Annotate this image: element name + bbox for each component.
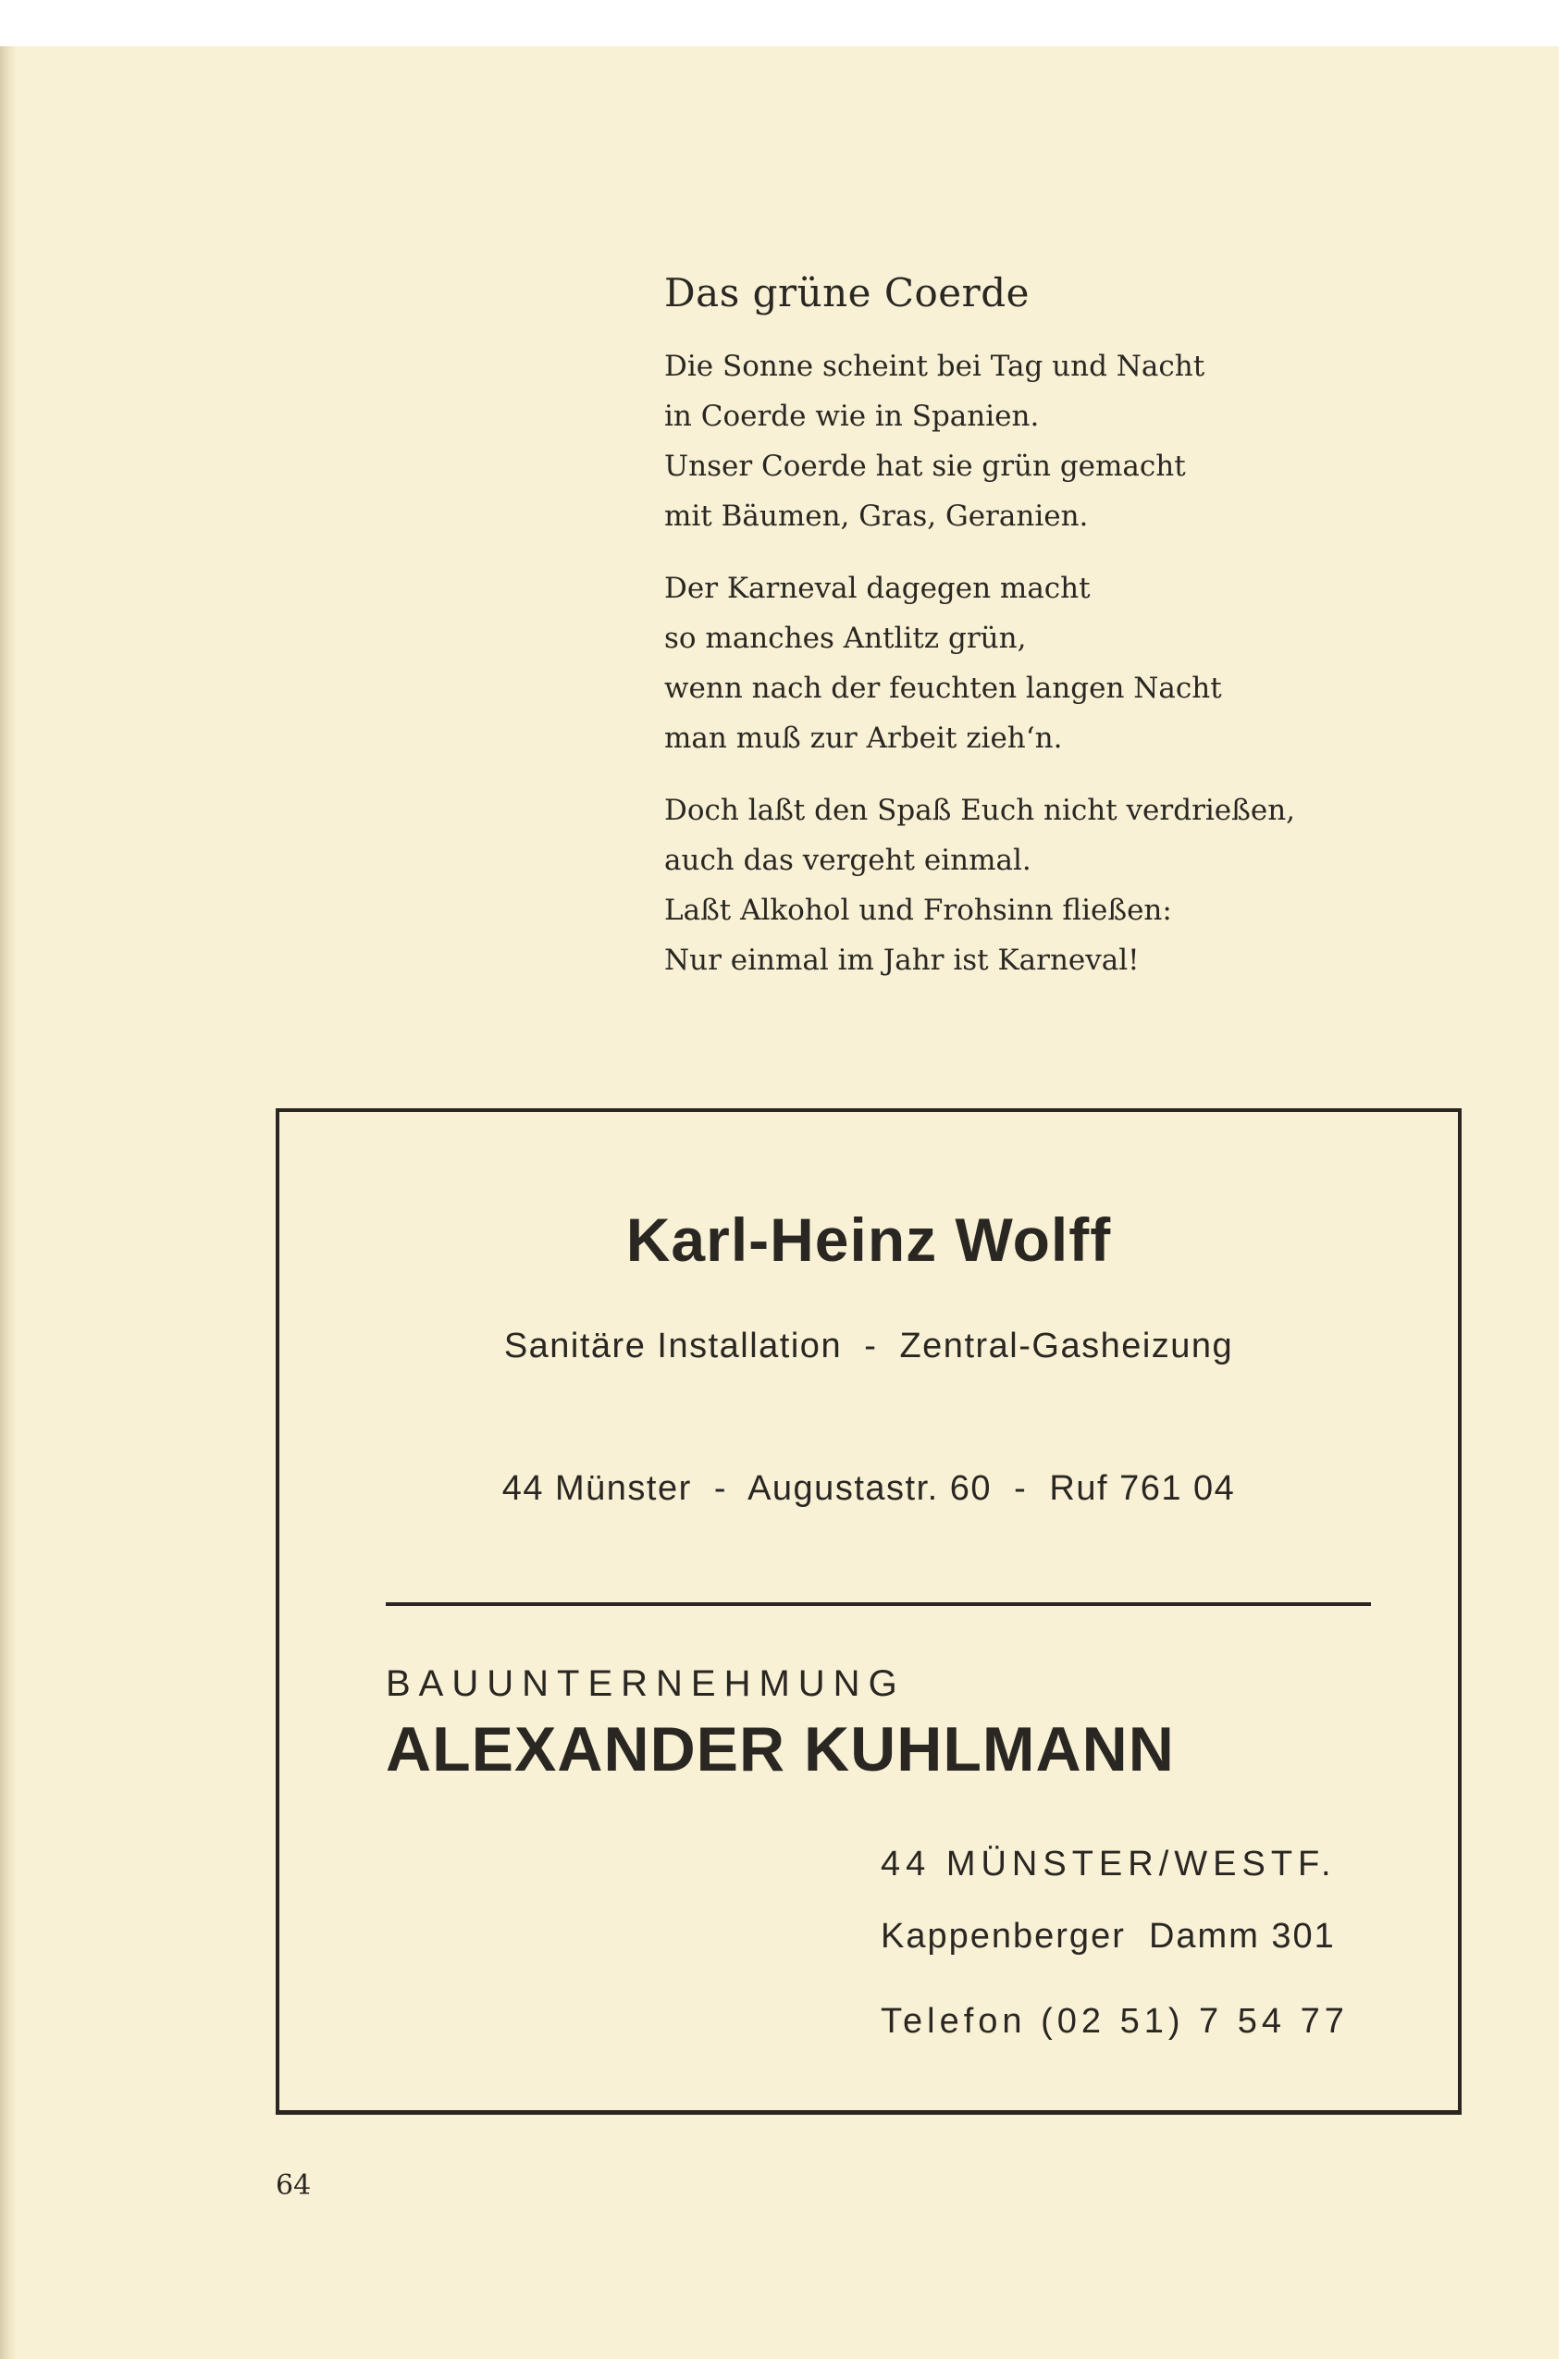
poem	[664, 270, 1330, 1007]
poem-line: Doch laßt den Spaß Euch nicht verdrießen,	[664, 794, 1296, 827]
ad-kuhlmann-street: Kappenberger Damm 301	[881, 1917, 1336, 1956]
poem-line: wenn nach der feuchten langen Nacht	[664, 672, 1222, 705]
poem-line: so manches Antlitz grün,	[664, 622, 1027, 655]
ad-kuhlmann-heading: BAUUNTERNEHMUNG	[386, 1663, 906, 1704]
ad-wolff-address: 44 Münster - Augustastr. 60 - Ruf 761 04	[501, 1469, 1236, 1508]
poem-line: Der Karneval dagegen macht	[664, 572, 1091, 605]
poem-line: mit Bäumen, Gras, Geranien.	[664, 500, 1089, 533]
page-edge	[0, 46, 17, 2359]
poem-line: Laßt Alkohol und Frohsinn fließen:	[664, 894, 1172, 927]
poem-line: auch das vergeht einmal.	[664, 844, 1031, 877]
poem-line: Die Sonne scheint bei Tag und Nacht	[664, 350, 1205, 383]
poem-stanza-3	[664, 785, 1330, 985]
poem-line: in Coerde wie in Spanien.	[664, 400, 1040, 433]
ad-kuhlmann-name: ALEXANDER KUHLMANN	[386, 1714, 1175, 1785]
poem-line: Unser Coerde hat sie grün gemacht	[664, 450, 1186, 483]
ad-wolff-name: Karl-Heinz Wolff	[625, 1205, 1112, 1274]
advertisement-box	[276, 1108, 1462, 2115]
poem-title: Das grüne Coerde	[664, 270, 1030, 315]
poem-line: Nur einmal im Jahr ist Karneval!	[664, 944, 1140, 977]
ad-wolff-services: Sanitäre Installation - Zentral-Gasheizung	[503, 1327, 1234, 1365]
page-number: 64	[276, 2169, 312, 2202]
poem-stanza-1	[664, 341, 1330, 541]
ad-divider	[386, 1602, 1371, 1606]
poem-line: man muß zur Arbeit zieh‘n.	[664, 722, 1063, 755]
poem-stanza-2	[664, 563, 1330, 763]
ad-kuhlmann-phone: Telefon (02 51) 7 54 77	[881, 2002, 1349, 2041]
ad-kuhlmann-city: 44 MÜNSTER/WESTF.	[881, 1845, 1337, 1883]
